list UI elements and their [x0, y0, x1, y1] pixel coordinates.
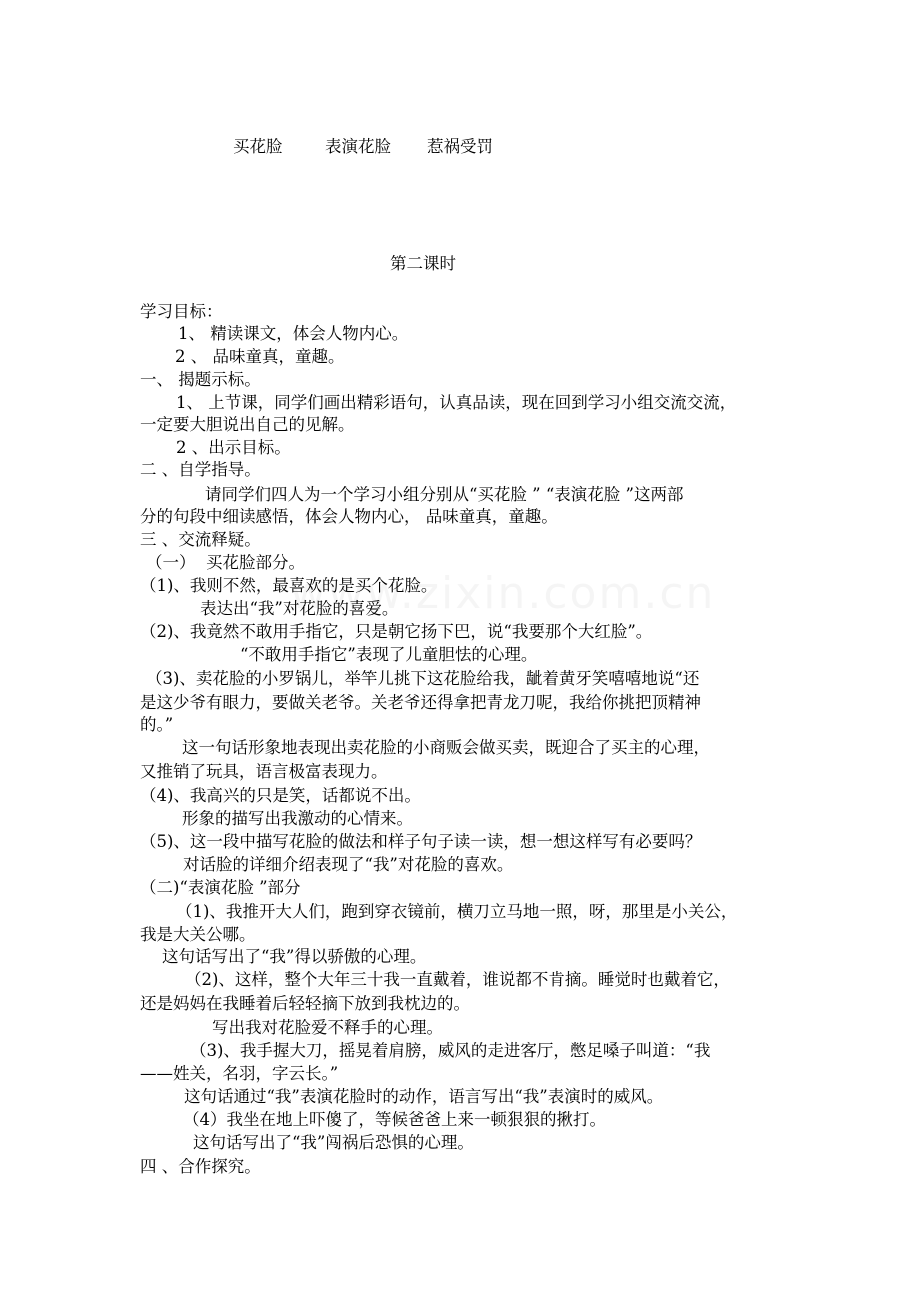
header-item-perform-mask: 表演花脸	[325, 137, 391, 156]
text-line: 这句话通过“我”表演花脸时的动作，语言写出“我”表演时的威风。	[184, 1087, 664, 1106]
text-line: （一） 买花脸部分。	[146, 553, 305, 572]
text-line: 对话脸的详细介绍表现了“我”对花脸的喜欢。	[183, 855, 514, 874]
text-line: 形象的描写出我激动的心情来。	[182, 809, 413, 828]
header-item-buy-mask: 买花脸	[233, 137, 283, 156]
text-line: （3)、卖花脸的小罗锅儿，举竿儿挑下这花脸给我，龇着黄牙笑嘻嘻地说“还	[146, 669, 700, 688]
text-line: 四 、合作探究。	[140, 1157, 261, 1176]
text-line: 我是大关公哪。	[140, 925, 256, 944]
text-line: 三 、交流释疑。	[140, 530, 261, 549]
text-line: （5)、这一段中描写花脸的做法和样子句子读一读，想一想这样写有必要吗？	[140, 832, 702, 851]
text-line: 表达出“我”对花脸的喜爱。	[200, 599, 399, 618]
text-line: （2)、这样，整个大年三十我一直戴着，谁说都不肯摘。睡觉时也戴着它，	[185, 970, 730, 989]
header-item-trouble: 惹祸受罚	[427, 137, 493, 156]
text-line: 一、 揭题示标。	[140, 370, 261, 389]
text-line: ——姓关，名羽，字云长。”	[140, 1064, 339, 1083]
text-line: （1)、我则不然，最喜欢的是买个花脸。	[140, 576, 438, 595]
text-line: 一定要大胆说出自己的见解。	[140, 415, 355, 434]
text-line: 分的句段中细读感悟，体会人物内心， 品味童真，童趣。	[140, 507, 558, 526]
text-line: “不敢用手指它”表现了儿童胆怯的心理。	[240, 645, 538, 664]
text-line: （2)、我竟然不敢用手指它，只是朝它扬下巴，说“我要那个大红脸”。	[140, 622, 653, 641]
text-line: （3)、我手握大刀，摇晃着肩膀，威风的走进客厅，憋足嗓子叫道：“我	[190, 1041, 711, 1060]
text-line: 还是妈妈在我睡着后轻轻摘下放到我枕边的。	[140, 994, 470, 1013]
text-line: （4）我坐在地上吓傻了，等候爸爸上来一顿狠狠的揪打。	[183, 1110, 606, 1129]
text-line: （1)、我推开大人们，跑到穿衣镜前，横刀立马地一照，呀，那里是小关公，	[176, 902, 738, 921]
lesson-title: 第二课时	[390, 254, 456, 273]
text-line: （二)“表演花脸 ”部分	[140, 878, 301, 897]
text-line: 这句话写出了“我”闯祸后恐惧的心理。	[193, 1133, 474, 1152]
text-line: 又推销了玩具，语言极富表现力。	[140, 762, 388, 781]
text-line: 写出我对花脸爱不释手的心理。	[212, 1018, 443, 1037]
text-line: 的。”	[140, 715, 174, 734]
text-line: 1、 精读课文，体会人物内心。	[178, 324, 409, 343]
text-line: （4)、我高兴的只是笑，话都说不出。	[140, 786, 421, 805]
text-line: 2 、出示目标。	[176, 438, 291, 457]
text-line: 这一句话形象地表现出卖花脸的小商贩会做买卖，既迎合了买主的心理，	[182, 738, 710, 757]
text-line: 2 、 品味童真，童趣。	[175, 347, 345, 366]
text-line: 是这少爷有眼力，要做关老爷。关老爷还得拿把青龙刀呢，我给你挑把顶精神	[140, 693, 701, 712]
text-line: 请同学们四人为一个学习小组分别从“买花脸 ” “表演花脸 ”这两部	[205, 485, 684, 504]
text-line: 这句话写出了“我”得以骄傲的心理。	[162, 947, 427, 966]
text-line: 学习目标：	[140, 302, 223, 321]
text-line: 1、 上节课，同学们画出精彩语句，认真品读，现在回到学习小组交流交流，	[176, 393, 737, 412]
text-line: 二 、自学指导。	[140, 460, 261, 479]
